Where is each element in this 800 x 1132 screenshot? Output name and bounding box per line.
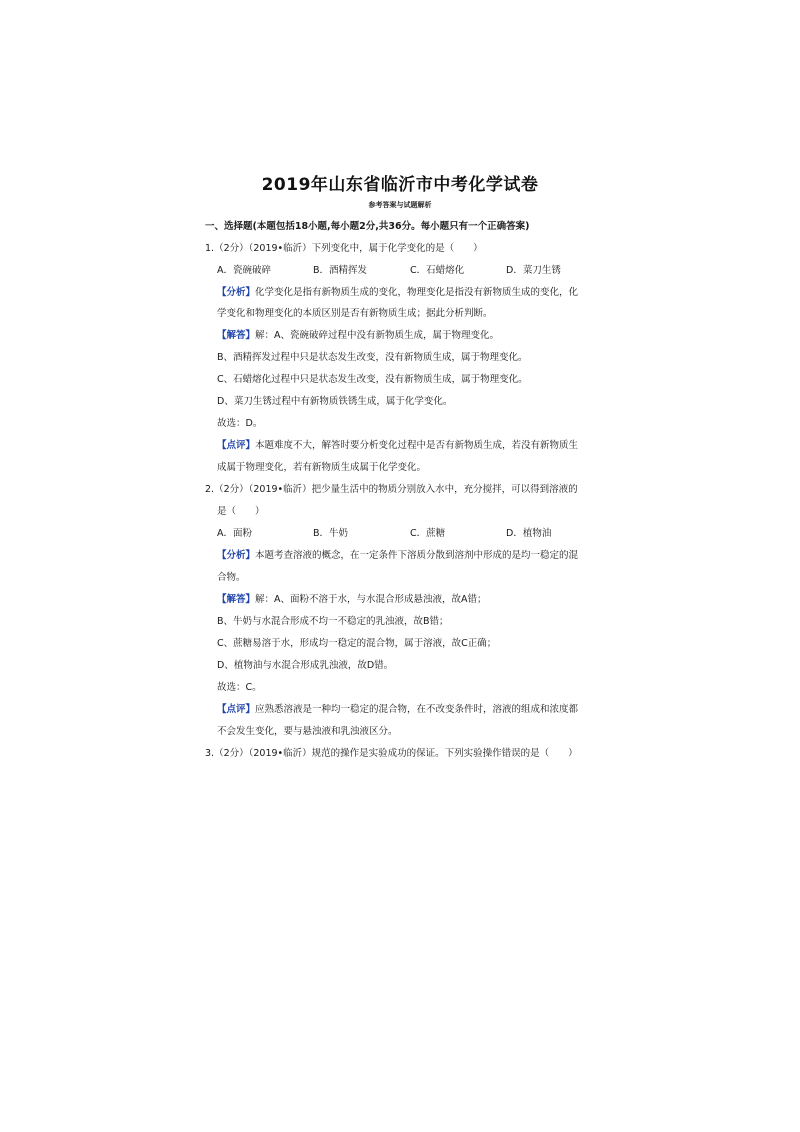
- document-subtitle: 参考答案与试题解析: [368, 201, 432, 209]
- q2-comment-line-2: 不会发生变化，要与悬浊液和乳浊液区分。: [217, 726, 398, 737]
- q1-answer-tag: 【解答】: [217, 330, 256, 341]
- document-title: 2019年山东省临沂市中考化学试卷: [261, 175, 539, 195]
- q2-analysis-line-1: [217, 549, 578, 563]
- q1-stem: 1.（2分）（2019•临沂）下列变化中，属于化学变化的是（ ）: [205, 243, 483, 254]
- q1-option-b: B．酒精挥发: [313, 265, 368, 276]
- q1-analysis-line-2: 学变化和物理变化的本质区别是否有新物质生成；据此分析判断。: [217, 308, 493, 319]
- q1-answer-line-3: C、石蜡熔化过程中只是状态发生改变，没有新物质生成，属于物理变化。: [217, 374, 528, 385]
- section-heading: 一、选择题(本题包括18小题,每小题2分,共36分。每小题只有一个正确答案): [205, 221, 530, 232]
- q2-answer-tag: 【解答】: [217, 594, 256, 605]
- q2-analysis-line-2: 合物。: [217, 572, 246, 583]
- q1-option-c: C．石蜡熔化: [410, 265, 465, 276]
- q1-answer-line-4: D、菜刀生锈过程中有新物质铁锈生成，属于化学变化。: [217, 396, 453, 407]
- q2-answer-line-3: C、蔗糖易溶于水，形成均一稳定的混合物，属于溶液，故C正确；: [217, 638, 497, 649]
- q2-option-c: C．蔗糖: [410, 528, 446, 539]
- q2-answer-text-1: 解：A、面粉不溶于水，与水混合形成悬浊液，故A错；: [255, 594, 487, 605]
- q1-option-a: A．瓷碗破碎: [217, 265, 271, 276]
- q2-stem-line-2: 是（ ）: [217, 506, 265, 517]
- q2-comment-text-1: 应熟悉溶液是一种均一稳定的混合物，在不改变条件时，溶液的组成和浓度都: [255, 704, 579, 715]
- q2-stem-line-1: 2.（2分）（2019•临沂）把少量生活中的物质分别放入水中，充分搅拌，可以得到溶液的: [205, 484, 578, 495]
- q1-answer-text-1: 解：A、瓷碗破碎过程中没有新物质生成，属于物理变化。: [255, 330, 500, 341]
- q2-option-a: A．面粉: [217, 528, 252, 539]
- q1-comment-line-2: 成属于物理变化，若有新物质生成属于化学变化。: [217, 462, 427, 473]
- q1-comment-line-1: [217, 439, 578, 453]
- q2-answer-line-4: D、植物油与水混合形成乳浊液，故D错。: [217, 660, 394, 671]
- q1-choice: 故选：D。: [217, 418, 263, 429]
- q1-option-d: D．菜刀生锈: [506, 265, 561, 276]
- q1-analysis-text-1: 化学变化是指有新物质生成的变化，物理变化是指没有新物质生成的变化，化: [255, 287, 579, 298]
- q1-comment-text-1: 本题难度不大，解答时要分析变化过程中是否有新物质生成，若没有新物质生: [255, 440, 579, 451]
- q1-answer-line-2: B、酒精挥发过程中只是状态发生改变，没有新物质生成，属于物理变化。: [217, 352, 528, 363]
- q1-analysis-tag: 【分析】: [217, 287, 256, 298]
- q2-analysis-tag: 【分析】: [217, 550, 256, 561]
- q2-option-b: B．牛奶: [313, 528, 349, 539]
- q2-analysis-text-1: 本题考查溶液的概念，在一定条件下溶质分散到溶剂中形成的是均一稳定的混: [255, 550, 579, 561]
- q1-comment-tag: 【点评】: [217, 440, 256, 451]
- q2-comment-line-1: [217, 703, 578, 717]
- q1-analysis-line-1: [217, 286, 578, 300]
- q2-answer-line-2: B、牛奶与水混合形成不均一不稳定的乳浊液，故B错；: [217, 616, 449, 627]
- q2-choice: 故选：C。: [217, 682, 262, 693]
- q2-option-d: D．植物油: [506, 528, 552, 539]
- q2-comment-tag: 【点评】: [217, 704, 256, 715]
- q2-answer-line-1: [217, 593, 487, 607]
- q3-stem: 3.（2分）（2019•临沂）规范的操作是实验成功的保证。下列实验操作错误的是（ ）: [205, 748, 578, 759]
- q1-answer-line-1: [217, 329, 499, 343]
